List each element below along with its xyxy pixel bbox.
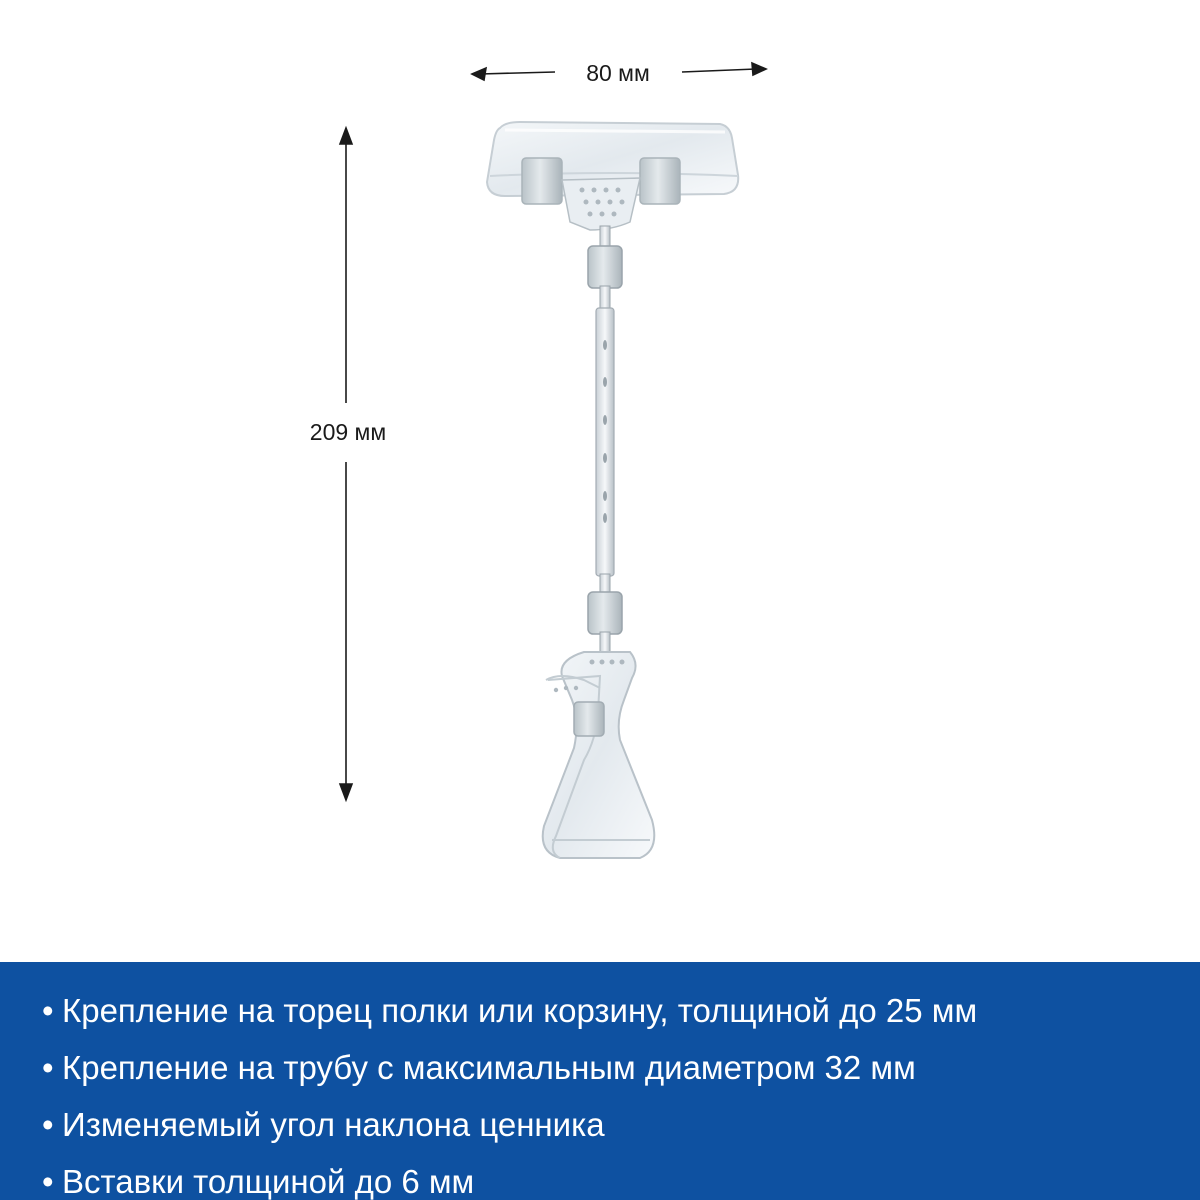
bullet: • [42,1163,54,1200]
height-dimension-arrows [340,128,352,800]
features-list [42,982,977,1200]
feature-text: Крепление на трубу с максимальным диаметром 32 мм [62,1049,916,1086]
feature-item [42,1153,977,1200]
width-dimension-label: 80 мм [586,60,650,86]
feature-text: Крепление на торец полки или корзину, толщиной до 25 мм [62,992,978,1029]
feature-text: Изменяемый угол наклона ценника [62,1106,605,1143]
features-banner [0,962,1200,1200]
feature-item [42,1039,977,1096]
feature-item [42,982,977,1039]
feature-item [42,1096,977,1153]
bullet: • [42,1106,54,1143]
telescopic-rod [596,308,614,576]
lower-joint [588,574,622,654]
bottom-clip [543,652,655,858]
height-dimension-label: 209 мм [309,419,387,445]
bullet: • [42,1049,54,1086]
upper-joint [588,226,622,310]
bullet: • [42,992,54,1029]
top-tag-holder [487,122,738,230]
feature-text: Вставки толщиной до 6 мм [62,1163,475,1200]
